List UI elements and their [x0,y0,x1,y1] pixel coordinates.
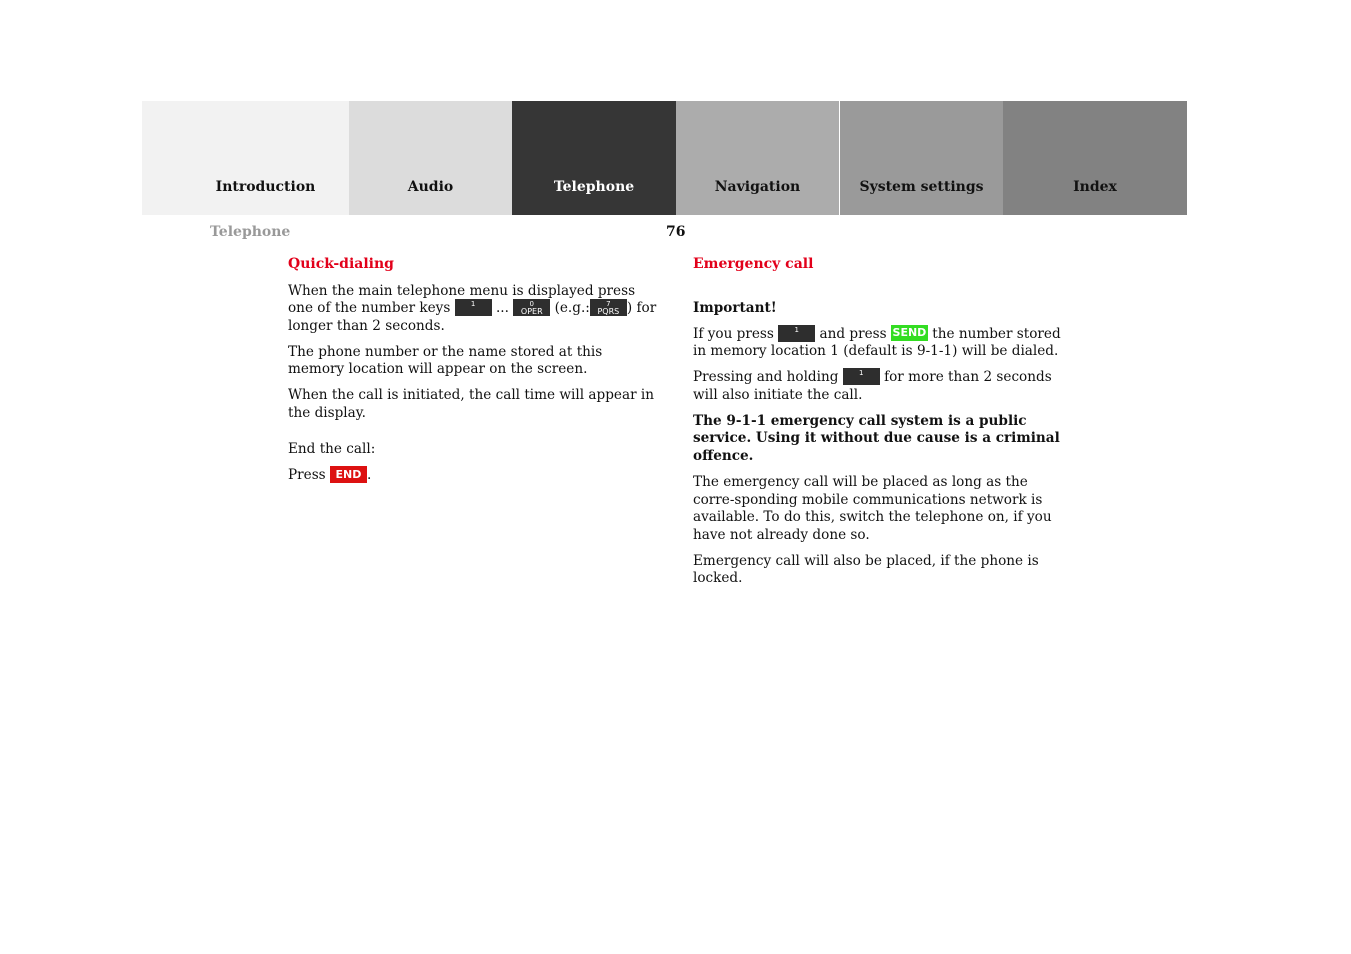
text-fragment: for more than 2 seconds will also initiate the call. [693,369,1052,403]
tab-introduction[interactable] [142,101,349,215]
tab-index[interactable] [1003,101,1187,215]
end-key-icon: END [330,466,367,483]
text-fragment: ) for longer than 2 seconds. [288,300,657,334]
section-label: Telephone [210,224,291,240]
emergency-warning: The 9-1-1 emergency call system is a public service. Using it without due cause is a criminal offence. [693,412,1060,464]
quick-dialing-paragraph-3: When the call is initiated, the call time will appear in the display. [288,387,654,421]
emergency-paragraph-4: Emergency call will also be placed, if the phone is locked. [693,552,1039,587]
quick-dialing-paragraph-4: End the call: [288,440,376,457]
tab-telephone[interactable] [512,101,676,215]
key-1-icon [843,368,880,385]
tab-navigation[interactable] [676,101,839,215]
quick-dialing-column [288,256,660,493]
key-0-oper-icon [513,299,550,316]
tab-system-settings[interactable] [840,101,1003,215]
quick-dialing-paragraph-2: The phone number or the name stored at this memory location will appear on the screen. [288,343,603,378]
emergency-paragraph-3: The emergency call will be placed as long as the corre-sponding mobile communications network is available. To do this, switch the telephone on, if you have not already done so. [693,473,1052,543]
key-1-icon [455,299,492,316]
important-label: Important! [693,299,777,316]
send-key-icon: SEND [892,326,927,340]
quick-dialing-paragraph-5 [288,467,660,485]
text-fragment: If you press [693,325,779,342]
spacer [288,431,660,441]
quick-dialing-paragraph-1 [288,283,660,336]
key-0-sublabel: OPER [520,307,543,317]
tab-telephone-label: Telephone [553,179,635,195]
text-fragment: (e.g.: [550,300,590,317]
text-fragment: Press [288,466,330,483]
text-fragment: ... [491,300,514,317]
key-1-label: 1 [859,369,864,378]
emergency-paragraph-1 [693,326,1065,361]
emergency-call-heading: Emergency call [693,256,814,272]
emergency-call-column [693,256,1065,596]
tab-introduction-label: Introduction [215,179,316,195]
text-fragment: . [366,466,372,483]
emergency-paragraph-2 [693,369,1065,404]
tab-navigation-label: Navigation [714,179,801,195]
quick-dialing-heading: Quick-dialing [288,256,394,272]
tab-index-label: Index [1073,179,1117,195]
key-1-label: 1 [794,325,799,334]
spacer [693,283,1065,300]
key-7-label: 7 [606,300,611,309]
key-0-label: 0 [529,300,534,309]
key-1-icon [778,325,815,342]
tab-audio-label: Audio [407,179,454,195]
key-7-sublabel: PQRS [597,307,620,317]
chapter-tabs [142,101,1187,215]
key-1-label: 1 [470,300,476,309]
page-number: 76 [666,224,686,240]
key-7-pqrs-icon [590,299,627,316]
text-fragment: When the main telephone menu is displayed press one of the number keys [288,282,636,317]
tab-system-settings-label: System settings [859,179,984,195]
tab-audio[interactable] [349,101,512,215]
text-fragment: the number stored in memory location 1 (default is 9-1-1) will be dialed. [693,325,1061,360]
text-fragment: Pressing and holding [693,369,843,386]
text-fragment: and press [815,325,891,342]
